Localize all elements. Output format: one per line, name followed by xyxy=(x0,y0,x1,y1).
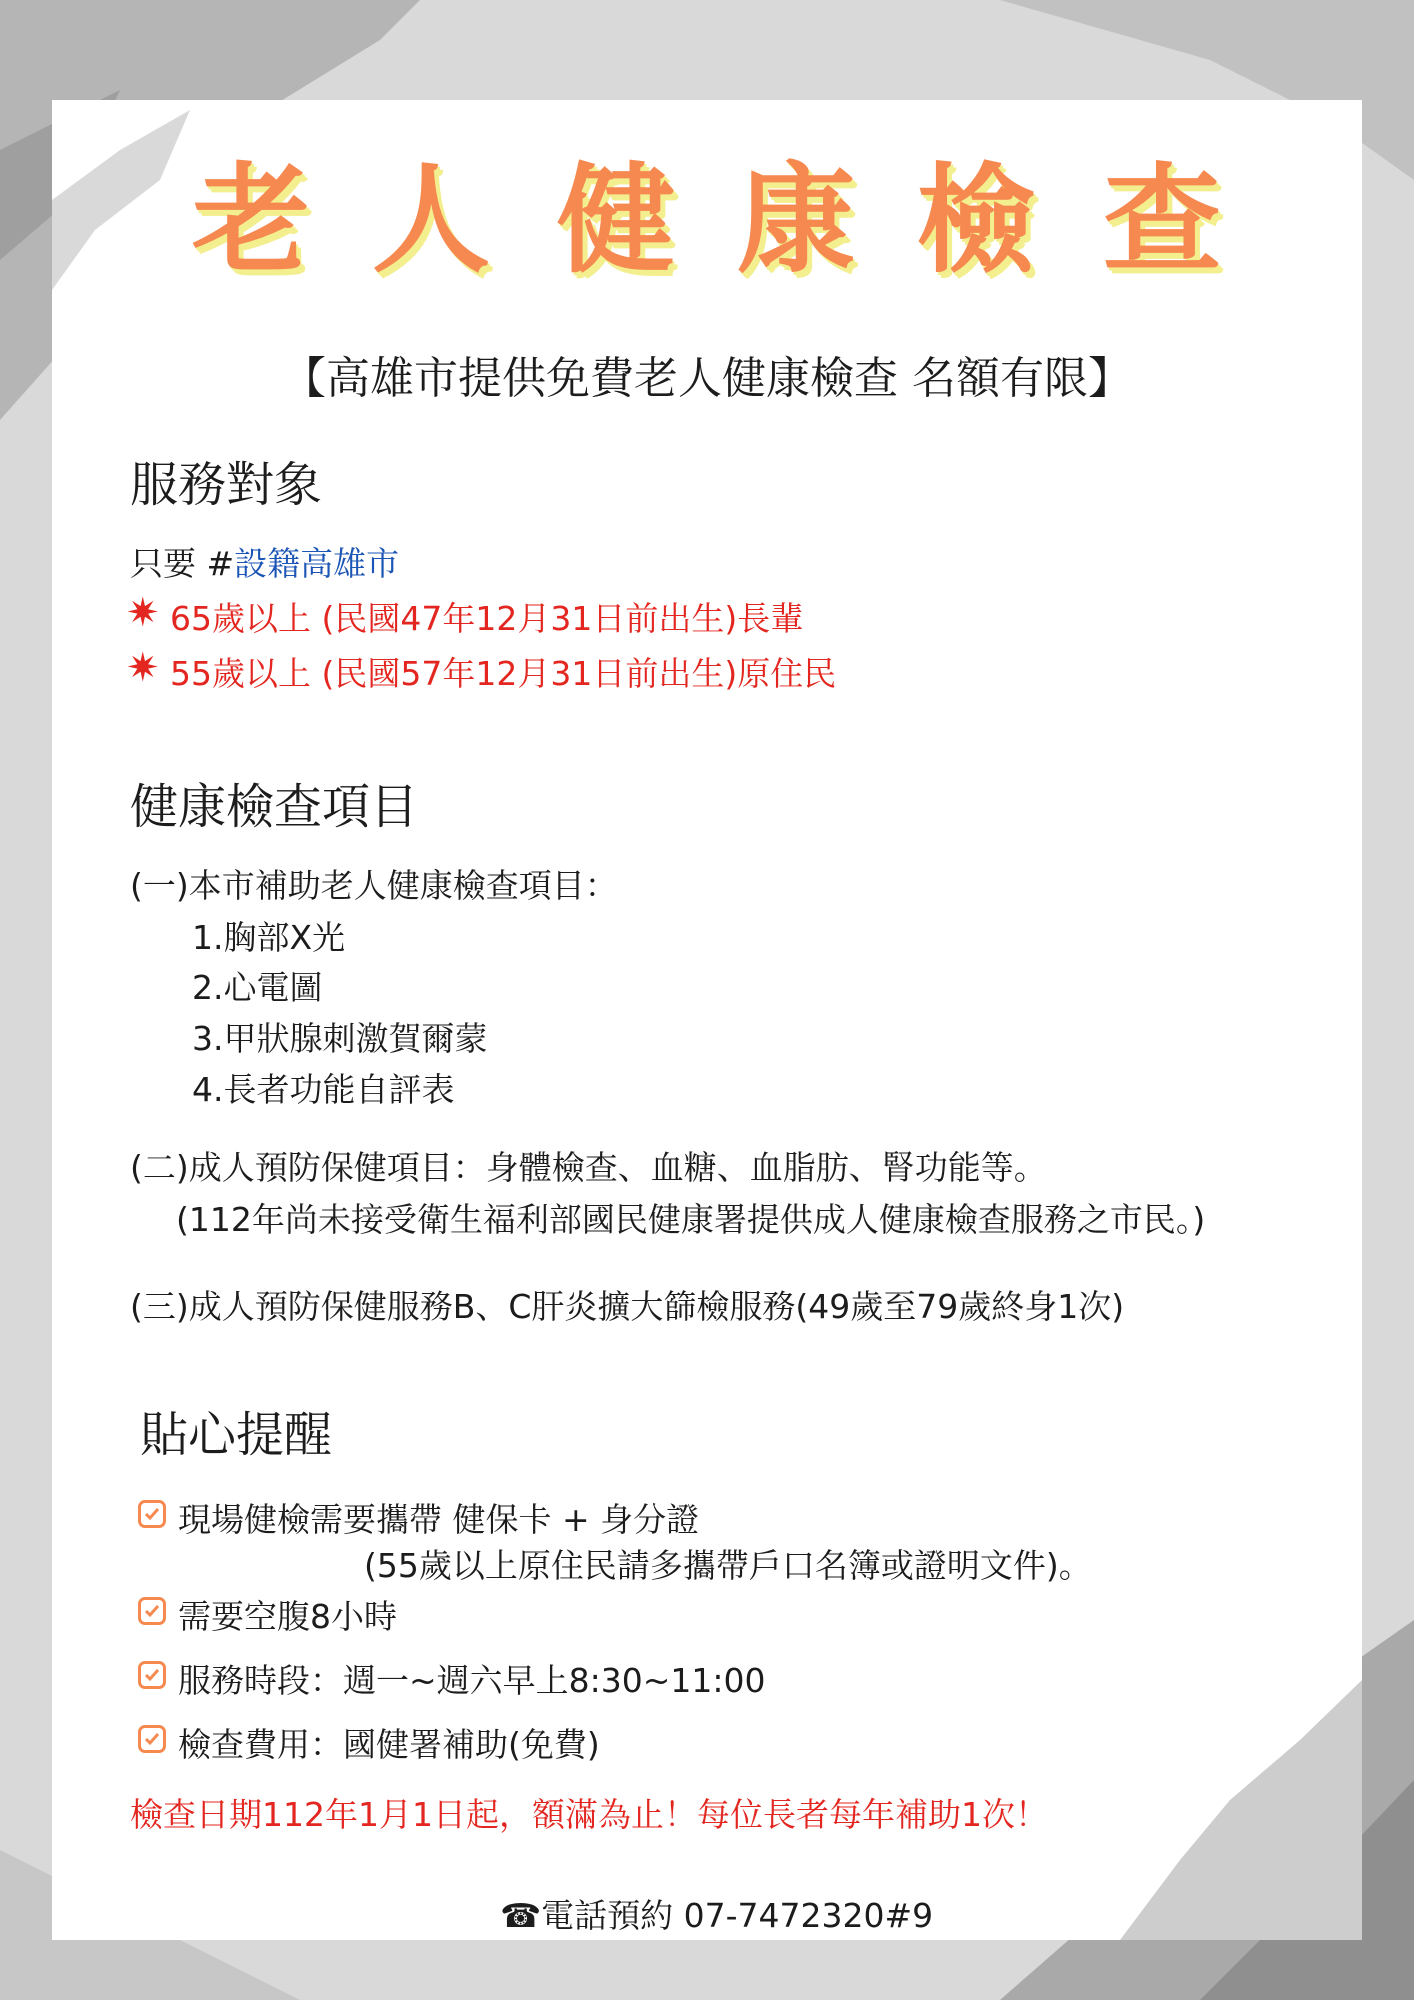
checkup-item: 2.心電圖 xyxy=(192,968,323,1007)
checkup-item: 1.胸部X光 xyxy=(192,918,346,957)
reminder-item: 服務時段：週一~週六早上8:30~11:00 xyxy=(178,1661,766,1700)
phone-text: 電話預約 07-7472320#9 xyxy=(541,1896,934,1935)
checkup-item: 3.甲狀腺刺激賀爾蒙 xyxy=(192,1019,488,1058)
reminder-item-note: (55歲以上原住民請多攜帶戶口名簿或證明文件)。 xyxy=(364,1546,1092,1585)
checkbox-icon xyxy=(138,1597,166,1625)
checkup-section-1: (一)本市補助老人健康檢查項目： xyxy=(130,866,618,905)
reminder-notice: 檢查日期112年1月1日起，額滿為止！每位長者每年補助1次！ xyxy=(130,1795,1048,1834)
reminder-item: 需要空腹8小時 xyxy=(178,1597,397,1636)
red-star-icon: ✷ xyxy=(126,645,160,691)
checkup-section-2-note: (112年尚未接受衛生福利部國民健康署提供成人健康檢查服務之市民。) xyxy=(176,1200,1206,1239)
red-star-icon: ✷ xyxy=(126,590,160,636)
checkup-section-3: (三)成人預防保健服務B、C肝炎擴大篩檢服務(49歲至79歲終身1次) xyxy=(130,1287,1125,1326)
service-intro-highlight: 設籍高雄市 xyxy=(234,544,400,583)
service-item: 55歲以上 (民國57年12月31日前出生)原住民 xyxy=(170,654,837,693)
title-char: 人 xyxy=(372,151,491,289)
poster-title xyxy=(0,145,1414,315)
checkup-section-2: (二)成人預防保健項目：身體檢查、血糖、血脂肪、腎功能等。 xyxy=(130,1148,1047,1187)
subtitle: 【高雄市提供免費老人健康檢查 名額有限】 xyxy=(282,353,1132,404)
title-char: 查 xyxy=(1103,151,1222,289)
phone-icon: ☎ xyxy=(500,1896,542,1935)
phone-line xyxy=(500,1890,933,1937)
title-char: 康 xyxy=(737,151,856,289)
checkbox-icon xyxy=(138,1725,166,1753)
service-heading: 服務對象 xyxy=(130,457,323,513)
reminders-heading: 貼心提醒 xyxy=(140,1407,333,1463)
reminder-item: 現場健檢需要攜帶 健保卡 + 身分證 xyxy=(178,1500,700,1539)
checkbox-icon xyxy=(138,1500,166,1528)
checkup-item: 4.長者功能自評表 xyxy=(192,1070,455,1109)
reminder-item: 檢查費用：國健署補助(免費) xyxy=(178,1725,600,1764)
title-char: 健 xyxy=(557,151,676,289)
checkup-heading: 健康檢查項目 xyxy=(130,779,419,835)
service-item: 65歲以上 (民國47年12月31日前出生)長輩 xyxy=(170,599,804,638)
service-intro-prefix: 只要 # xyxy=(130,544,235,583)
title-char: 檢 xyxy=(917,151,1036,289)
title-char: 老 xyxy=(192,151,311,289)
service-intro xyxy=(130,538,399,585)
checkbox-icon xyxy=(138,1661,166,1689)
